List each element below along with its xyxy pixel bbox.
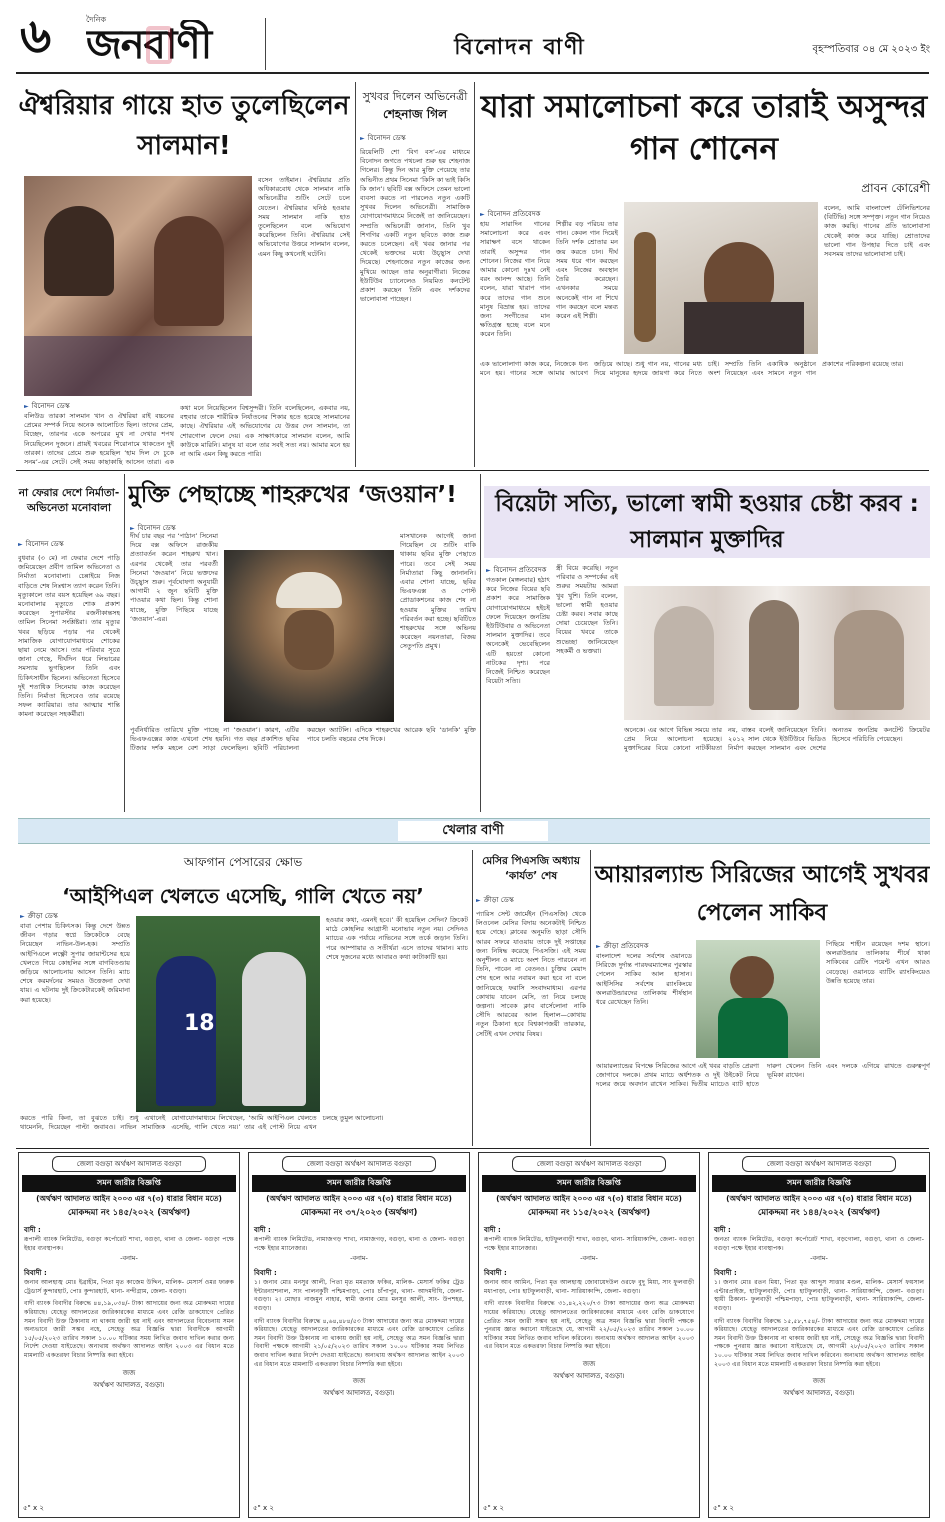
body-lower-right: কথা মনে নিয়েছিলেন বিশ্বসুন্দরী। তিনি বলেছিলেন, একবার নয়, বহুবার তাকে শারীরিক নির্যাতনের শিকার হতে হয়েছে সালমানের কাছে। ঐশ্বরিয়ার এই অভিযোগের যে উত্তর দেন সালমান, তা শোরগোল ফেলে দেয়। এক সাক্ষাৎকারে সালমান বলেন, আমি কাউকে মারিনি। মানুষ যা বলে তার সবই সত্য নয়। আমার মনে হয় না আমি এমন কিছু করতে পারি। — [180, 404, 350, 459]
story-aishwarya — [18, 82, 350, 467]
notice-body: বাদী ব্যাংক বিবাদীর বিরুদ্ধে ৪৪,১৯,০৩৪/- টাকা আদায়ের জন্য অত্র মোকদ্দমা দায়ের করিয়াছে। যেহেতু আদালতের জারিকারকের মাধ্যমে এবং রেজি ডাকযোগে প্রেরিত সমন বিবাদী উক্ত ঠিকানায় না থাকায় জারী হয় নাই এবং আদালতের বিবেচনায় সমন অন্যভাবে জারী সম্ভব নহে, সেহেতু অত্র বিজ্ঞপ্তি দ্বারা বিবাদীকে আগামী ১৫/০৫/২০২৩ তারিখ সকাল ১০.০০ ঘটিকার সময় লিখিত জবাব দাখিল করার জন্য নির্দেশ দেওয়া যাইতেছে। অন্যথায় অর্থঋণ আদালত আইন ২০০৩ এর বিধান মতে মামলাটি একতরফা বিচার নিষ্পত্তি করা হইবে। — [24, 1300, 234, 1359]
story-naveen — [18, 850, 468, 1146]
plaintiff-label: বাদী : — [714, 1226, 731, 1234]
defendant-label: বিবাদী : — [254, 1269, 277, 1278]
ad-size: ৫" x ২ — [713, 1504, 734, 1512]
byline: ► বিনোদন ডেস্ক — [130, 522, 176, 534]
byline: ► বিনোদন ডেস্ক — [360, 132, 470, 144]
photo-singer — [624, 202, 818, 354]
byline: ► বিনোদন প্রতিবেদক — [480, 208, 540, 220]
versus: -বনাম- — [580, 1254, 598, 1263]
story-salman-muktadir — [484, 486, 930, 812]
defendant-label: বিবাদী : — [714, 1269, 737, 1278]
headline: ‘আইপিএল খেলতে এসেছি, গালি খেতে নয়’ — [62, 884, 424, 908]
notice-court: জেলা বগুড়া অর্থঋণ আদালত বগুড়া — [512, 1156, 666, 1172]
defendant: ১। জনাব মোঃ মনসুর আলী, পিতা মৃত মমতাজ ফকির, মালিক- মেসার্স ফকির ট্রেড ইন্টারন্যাশনাল, সাং পালনকুটী পশ্চিমপাড়া, পোঃ চাঁপাপুর, থানা- আদমদীঘি, জেলা- বগুড়া। ২। মোছাঃ নাজমুন নাহার, স্বামী জনাব মোঃ মনসুর আলী, সাং- উপশহর, বগুড়া। — [254, 1279, 464, 1312]
notice-court: জেলা বগুড়া অর্থঋণ আদালত বগুড়া — [52, 1156, 206, 1172]
photo-kohli-naveen: 18 — [136, 916, 320, 1112]
ad-size: ৫" x ২ — [253, 1504, 274, 1512]
byline: ► বিনোদন ডেস্ক — [18, 538, 120, 550]
byline: ► ক্রীড়া ডেস্ক — [476, 894, 586, 906]
versus: -বনাম- — [810, 1254, 828, 1263]
versus: -বনাম- — [350, 1254, 368, 1263]
judge: জজ — [122, 1368, 136, 1377]
notice-case: মোকদ্দমা নং ১৪৪/২০২২ (অর্থঋণ) — [757, 1208, 881, 1218]
notice-law: (অর্থঋণ আদালত আইন ২০০৩ এর ৭(৩) ধারার বিধান মতে) — [266, 1194, 452, 1203]
sports-banner-title: খেলার বাণী — [398, 821, 548, 841]
notice-case: মোকদ্দমা নং ১১৫/২০২২ (অর্থঋণ) — [527, 1208, 651, 1218]
defendant: জনাব আব আমিন, পিতা মৃত আলহাজ্ব জোবায়েদউল ওরফে বুদু মিয়া, সাং ফুলবাড়ী মধ্যপাড়া, পোঃ হাটফুলবাড়ী, থানা- সারিয়াকান্দি, জেলা- বগুড়া। — [484, 1279, 694, 1295]
body-bottom: করতে পারি কিনা, তা বুঝতে চাই। শুধু এখানেই থামেননি, দিয়েছেন পাল্টা জবাবও। নাভিন সামাজিক যোগাযোগমাধ্যমে লিখেছেন, ‘আমি আইপিএল খেলতে এসেছি, গালি খেতে নয়।’ তার এই পোস্ট নিয়ে এখন চলছে তুমুল আলোচনা। — [20, 1114, 384, 1132]
legal-notice-4 — [708, 1152, 930, 1518]
body-col2: হওয়ার কথা, এমনই হবে।’ কী হয়েছিল সেদিন? ক্রিকেট মাঠে কোহলির আগ্রাসী মনোভাব নতুন নয়। সেদিনও ম্যাচের এক পর্যায়ে নাভিনের সঙ্গে তর্কে জড়ান তিনি। পরে আম্পায়ার ও সতীর্থরা এসে তাদের থামান। ম্যাচ শেষে দুজনের মধ্যে আবারও কথা কাটাকাটি হয়। — [326, 916, 468, 961]
masthead — [0, 0, 945, 80]
author-name: প্রাবন কোরেশী — [861, 181, 930, 195]
defendant: জনাব আলহাজ্ব মোঃ ইব্রাহীম, পিতা মৃত কাজেম উদ্দিন, মালিক- মেসার্স ওমর ফারুক ট্রেডার্স কুন্দারহাট, পোঃ কুন্দারহাট, থানা- নন্দীগ্রাম, জেলা- বগুড়া। — [24, 1279, 234, 1295]
byline: ► বিনোদন ডেস্ক — [24, 400, 70, 412]
body-right: বসেন তাইমান। ঐশ্বরিয়ার প্রতি অধিকারবোধ থেকে সালমান নাকি অভিনেত্রীর শুটিং সেটে চলে যেতেন। ঐশ্বরিয়ার ঘনিষ্ঠ হওয়ার সময় সালমান নাকি হাত তুলেছিলেন বলে অভিযোগ করেছিলেন তিনি। ঐশ্বরিয়ার সেই অভিযোগের উত্তরে সালমান বলেন, এমন কিছু কখনোই ঘটেনি। — [258, 176, 350, 258]
plaintiff: রূপালী ব্যাংক লিমিটেড, বগুড়া কর্পোরেট শাখা, বগুড়া, থানা ও জেলা- বগুড়া পক্ষে ইহার ব্যবস্থাপক। — [24, 1236, 234, 1252]
body-col1: হায় সারাদিন গানের সমালোচনা করে এবং সারাক্ষণ বসে থাকেন তারাই অসুন্দর গান শোনেন। নিজের গান নিয়ে আমার কোনো দুঃখ নেই বরং আনন্দ আছে। তিনি বলেন, যারা খারাপ গান করে তাদের গান শুনে মানুষ বিভ্রান্ত হয়। তাদের জন্য সংগীতের মান ক্ষতিগ্রস্ত হচ্ছে বলে মনে করেন তিনি। — [480, 220, 550, 339]
logo-red-mark — [146, 26, 172, 64]
court-sign: অর্থঋণ আদালত, বগুড়া। — [93, 1380, 165, 1389]
plaintiff: জনতা ব্যাংক লিমিটেড, বগুড়া কর্পোরেট শাখা, বড়গোলা, বগুড়া, থানা ও জেলা- বগুড়া পক্ষে ইহার ব্যবস্থাপক। — [714, 1236, 924, 1252]
photo-shahrukh-jawan — [224, 550, 394, 722]
notice-title: সমন জারীর বিজ্ঞপ্তি — [712, 1175, 926, 1192]
plaintiff: রূপালী ব্যাংক লিমিটেড, হাটফুলবাড়ী শাখা, বগুড়া, থানা- সারিয়াকান্দি, জেলা- বগুড়া পক্ষে ইহার ম্যানেজার। — [484, 1236, 694, 1252]
body-col1: বাংলাদেশ দলের সর্বশেষ ওয়ানডে সিরিজে দুর্দান্ত পারফরম্যান্সের পুরস্কার পেলেন সাকিব আল হাসান। আইসিসির সর্বশেষ র‌্যাংকিংয়ে অলরাউন্ডারদের তালিকায় শীর্ষস্থান ধরে রেখেছেন তিনি। — [596, 952, 692, 1007]
notice-law: (অর্থঋণ আদালত আইন ২০০৩ এর ৭(৩) ধারার বিধান মতে) — [36, 1194, 222, 1203]
story-shehnaaz — [360, 82, 470, 467]
body-bottom: আয়ারল্যান্ডের বিপক্ষে সিরিজের আগে এই খবর বাড়তি প্রেরণা জোগাবে দলকে। প্রথম ম্যাচে অর্ধশতক ও দুই উইকেট নিয়ে দলের জয়ে অবদান রাখেন সাকিব। দ্বিতীয় ম্যাচেও ব্যাট হাতে দারুণ খেলেন তিনি এবং দলকে এগিয়ে রাখতে গুরুত্বপূর্ণ ভূমিকা রাখেন। — [596, 1062, 930, 1089]
headline: ঐশ্বরিয়ার গায়ে হাত তুলেছিলেন সালমান! — [18, 91, 350, 161]
notice-body: বাদী ব্যাংক বিবাদীর বিরুদ্ধে ৪,৬৪,৪৮৪/৫৩ টাকা আদায়ের জন্য অত্র মোকদ্দমা দায়ের করিয়াছে। যেহেতু আদালতের জারিকারকের মাধ্যমে এবং রেজি ডাকযোগে প্রেরিত সমন বিবাদী উক্ত ঠিকানায় না থাকায় জারী হয় নাই, সেহেতু অত্র সমন বিজ্ঞপ্তি দ্বারা বিবাদী পক্ষকে আগামী ২১/০৫/২০২৩ তারিখ সকাল ১০.০০ ঘটিকার সময় লিখিত জবাব দাখিল করার নির্দেশ দেওয়া যাইতেছে। অন্যথায় অর্থঋণ আদালত আইন ২০০৩ এর বিধান মতে মামলাটি একতরফা বিচার নিষ্পত্তি করা হইবে। — [254, 1317, 464, 1368]
versus: -বনাম- — [120, 1254, 138, 1263]
story-messi — [476, 850, 586, 1146]
body-bottom: পুর্বনির্ধারিত তারিখে মুক্তি পাচ্ছে না ‘জওয়ান’। কারণ, এটির ভিএফএক্সের কাজ এখনো শেষ হয়নি। গত বছর প্রকাশিত ছবির টিজার দর্শক মহলে বেশ সাড়া ফেলেছিল। ছবিটি পরিচালনা করছেন অ্যাটলি। এদিকে শাহরুখের আরেক ছবি ‘ডানকি’ মুক্তি পাবে চলতি বছরের শেষ দিকে। — [130, 726, 476, 753]
page-number: ৬ — [20, 8, 52, 64]
plaintiff-label: বাদী : — [24, 1226, 41, 1234]
kicker: আফগান পেসারের ক্ষোভ — [183, 855, 303, 869]
headline: আয়ারল্যান্ড সিরিজের আগেই সুখবর পেলেন সাকিব — [594, 862, 930, 926]
ad-size: ৫" x ২ — [483, 1504, 504, 1512]
defendant-label: বিবাদী : — [484, 1269, 507, 1278]
court-sign: অর্থঋণ আদালত, বগুড়া। — [553, 1371, 625, 1380]
sports-banner-bar — [18, 818, 930, 844]
body-col3: বলেন, আমি বাংলাদেশ টেলিভিশনের (বিটিভি) সঙ্গে সম্পৃক্ত। নতুন গান নিয়েও কাজ করছি। গানের প্রতি ভালোবাসা থেকেই কাজ করে যাচ্ছি। শ্রোতাদের ভালো গান উপহার দিতে চাই এবং সবসময় তাদের ভালোবাসা চাই। — [824, 204, 930, 259]
byline: ► ক্রীড়া প্রতিবেদক — [596, 940, 649, 952]
logo-text: জনবাণী — [86, 22, 212, 68]
body-col1: গতকাল (মঙ্গলবার) হঠাৎ করে নিজের বিয়ের ছবি প্রকাশ করে সামাজিক যোগাযোগমাধ্যমে হইচই ফেলে দিয়েছেন জনপ্রিয় ইউটিউবার ও অভিনেতা সালমান মুক্তাদির। তবে অনেকেই ভেবেছিলেন এটি হয়তো কোনো নাটকের দৃশ্য। পরে নিজেই নিশ্চিত করেছেন বিয়েটা সত্যি। — [486, 576, 550, 686]
body-col2: পিছিয়ে শাহীন রয়েছেন দশম স্থানে। অলরাউন্ডার তালিকায় শীর্ষে থাকা সাকিবের রেটিং পয়েন্ট এখন আরও বেড়েছে। ওয়ানডে ব্যাটিং র‌্যাংকিংয়েও উন্নতি হয়েছে তার। — [826, 940, 930, 985]
body-col1: দীর্ঘ চার বছর পর ‘পাঠান’ সিনেমা দিয়ে বক্স অফিসে রাজকীয় প্রত্যাবর্তন করেন শাহরুখ খান। এরপর থেকেই তার পরবর্তী সিনেমা ‘জওয়ান’ নিয়ে ভক্তদের উচ্ছ্বাস শুরু। পূর্বঘোষণা অনুযায়ী আগামী ২ জুন ছবিটি মুক্তি পাওয়ার কথা ছিল। কিন্তু শোনা যাচ্ছে, মুক্তি পিছিয়ে যাচ্ছে ‘জওয়ান’-এর। — [130, 532, 218, 623]
plaintiff-label: বাদী : — [484, 1226, 501, 1234]
body: বুধবার (৩ মে) না ফেরার দেশে পাড়ি জমিয়েছেন প্রবীণ তামিল অভিনেতা ও নির্মাতা মনোবালা। চেন্নাইয়ে নিজ বাড়িতে শেষ নিঃশ্বাস ত্যাগ করেন তিনি। মৃত্যুকালে তার বয়স হয়েছিল ৬৯ বছর। মনোবালার মৃত্যুতে শোক প্রকাশ করেছেন সুপারস্টার রজনীকান্তসহ তামিল সিনেমা সংশ্লিষ্টরা। তার মৃত্যুর খবর ছড়িয়ে পড়ার পর থেকেই সামাজিক যোগাযোগমাধ্যমে শোকের ছায়া নেমে আসে। তার পরিবার সূত্রে জানা গেছে, দীর্ঘদিন ধরে লিভারের সমস্যায় ভুগছিলেন তিনি এবং চিকিৎসাধীন ছিলেন। অভিনেতা হিসেবে দুই শতাধিক সিনেমায় কাজ করেছেন তিনি। নির্মাতা হিসেবেও তার রয়েছে সফল ক্যারিয়ার। তার আত্মার শান্তি কামনা করেছেন সহকর্মীরা। — [18, 554, 120, 719]
judge: জজ — [352, 1377, 366, 1386]
notice-court: জেলা বগুড়া অর্থঋণ আদালত বগুড়া — [282, 1156, 436, 1172]
defendant: ১। জনাব মোঃ রতন মিয়া, পিতা মৃত আব্দুস সাত্তার মণ্ডল, মালিক- মেসার্স ফয়সাল এন্টারপ্রাইজ, হাটফুলবাড়ী, পোঃ হাটফুলবাড়ী, থানা- সারিয়াকান্দি, জেলা- বগুড়া। স্থায়ী ঠিকানা- ফুলবাড়ী পশ্চিমপাড়া, পোঃ হাটফুলবাড়ী, থানা- সারিয়াকান্দি, জেলা- বগুড়া। — [714, 1279, 924, 1312]
notice-body: বাদী ব্যাংক বিবাদীর বিরুদ্ধে ১৫,৫৮,৭৫৪/- টাকা আদায়ের জন্য অত্র মোকদ্দমা দায়ের করিয়াছে। যেহেতু আদালতের জারিকারকের মাধ্যমে এবং রেজি ডাকযোগে প্রেরিত সমন বিবাদী উক্ত ঠিকানায় না থাকায় জারী হয় নাই, সেহেতু অত্র বিজ্ঞপ্তি দ্বারা বিবাদী পক্ষকে পুনরায় জ্ঞাত করানো যাইতেছে যে, আগামী ২৮/০৫/২০২৩ তারিখ সকাল ১০.০০ ঘটিকার সময় লিখিত জবাব দাখিল করিবেন। অন্যথায় অর্থঋণ আদালত আইন ২০০৩ এর বিধান মতে মামলাটি একতরফা বিচার নিষ্পত্তি করা হইবে। — [714, 1317, 924, 1368]
story-jawan — [128, 474, 476, 812]
judge: জজ — [812, 1377, 826, 1386]
body-col1: বাবা পেশায় চিকিৎসক। কিন্তু দেশে উন্নত জীবন গড়ার স্বপ্নে ক্রিকেটকে বেছে নিয়েছেন নাভিন-উল-হক। সম্প্রতি আইপিএলে লক্ষ্ণৌ সুপার জায়ান্টসের হয়ে খেলতে গিয়ে কোহলির সঙ্গে বাগবিতণ্ডায় জড়িয়ে আলোচনায় আসেন তিনি। ম্যাচ শেষে করমর্দনের সময়ও উত্তেজনা দেখা যায়। এ ঘটনায় দুই ক্রিকেটারকেই জরিমানা করা হয়েছে। — [20, 922, 130, 1004]
body: রিয়েলিটি শো ‘বিগ বস’-এর মাধ্যমে বিনোদন জগতে পথচলা শুরু হয় শেহনাজ গিলের। কিন্তু দিন আর মুক্তি পেয়েছে তার অভিনীত প্রথম সিনেমা ‘কিসি কা ভাই কিসি কি জান’। ছবিটি বক্স অফিসে তেমন ভালো ব্যবসা করতে না পারলেও নতুন একটি সুখবর দিলেন অভিনেত্রী। সামাজিক যোগাযোগমাধ্যমে নিজেই তা জানিয়েছেন। সম্প্রতি অভিনেত্রী জানান, তিনি খুব শিগগির একটি নতুন ছবিতে কাজ শুরু করতে চলেছেন। এই খবর জানার পর থেকেই ভক্তদের মধ্যে উচ্ছ্বাস দেখা দিয়েছে। শেহনাজের নতুন কাজের জন্য মুখিয়ে আছেন তার অনুরাগীরা। নিজের ইউটিউব চ্যানেলেও নিয়মিত কনটেন্ট প্রকাশ করছেন তিনি এবং দর্শকদের ভালোবাসা পাচ্ছেন। — [360, 148, 470, 304]
body-bottom: অনেকে। এর আগে বিভিন্ন সময়ে তার প্রেম নিয়ে আলোচনা হয়েছে। মুক্তাদিরের বিয়ে কোনো নাটকীয়তা নয়, বাস্তব বলেই জানিয়েছেন তিনি। ২০১২ সাল থেকে ইউটিউবে ভিডিও নির্মাণ করছেন সালমান এবং দেশের অন্যতম জনপ্রিয় কনটেন্ট ক্রিয়েটর হিসেবে পরিচিতি পেয়েছেন। — [624, 726, 930, 753]
body: প্যারিস সেন্ট জার্মেইন (পিএসজি) থেকে লিওনেল মেসির বিদায় অনেকটাই নিশ্চিত হয়ে গেছে। ক্লাবের অনুমতি ছাড়া সৌদি আরব সফরে যাওয়ায় তাকে দুই সপ্তাহের জন্য নিষিদ্ধ করেছে পিএসজি। এই সময় অনুশীলন ও ম্যাচে অংশ নিতে পারবেন না তিনি, পাবেন না বেতনও। চুক্তির মেয়াদ শেষ হলে আর নবায়ন করা হবে না বলে জানিয়েছে ফরাসি সংবাদমাধ্যম। এরপর কোথায় যাবেন মেসি, তা নিয়ে চলছে জল্পনা। সাবেক ক্লাব বার্সেলোনা নাকি সৌদি আরবের আল হিলাল—কোথায় নতুন ঠিকানা হবে বিশ্বকাপজয়ী তারকার, সেটিই এখন দেখার বিষয়। — [476, 910, 586, 1038]
notice-case: মোকদ্দমা নং ১৪৫/২০২২ (অর্থঋণ) — [67, 1208, 191, 1218]
legal-notice-3 — [478, 1152, 700, 1518]
photo-shakib — [696, 940, 820, 1058]
notice-body: বাদী ব্যাংক বিবাদীর বিরুদ্ধে ৩১,৪২,২২০/৭৩ টাকা আদায়ের জন্য অত্র মোকদ্দমা দায়ের করিয়াছে। যেহেতু আদালতের জারিকারকের মাধ্যমে এবং রেজি ডাকযোগে প্রেরিত সমন জারী সম্ভব হয় নাই, সেহেতু অত্র সমন বিজ্ঞপ্তি দ্বারা বিবাদী পক্ষকে পুনরায় জ্ঞাত করানো যাইতেছে যে, আগামী ২২/০৫/২০২৩ তারিখ সকাল ১০.০০ ঘটিকার সময় লিখিত জবাব দাখিল করিবেন। অন্যথায় অর্থঋণ আদালত আইন ২০০৩ এর বিধান মতে একতরফা বিচার নিষ্পত্তি করা হইবে। — [484, 1300, 694, 1351]
headline: বিয়েটা সত্যি, ভালো স্বামী হওয়ার চেষ্টা করব : সালমান মুক্তাদির — [484, 486, 930, 558]
headline: মুক্তি পেছাচ্ছে শাহরুখের ‘জওয়ান’! — [128, 482, 457, 508]
headline: যারা সমালোচনা করে তারাই অসুন্দর গান শোনেন — [480, 89, 928, 167]
body-lower-left: বলিউড তারকা সালমান খান ও ঐশ্বরিয়া রাই বচ্চনের প্রেমের সম্পর্ক নিয়ে অনেক আলোচিত ছিল। তাদের প্রেম, বিচ্ছেদ, তারপর একে অপরের মুখ না দেখার শপথ নিয়েছিলেন দুজনে। প্রায়ই খবরের শিরোনামে থাকতেন দুই তারকা। তাদের প্রেমে শুরু হয়েছিল ‘হাম দিল দে চুকে সনম’-এর সেটে। সেই সময় কাছাকাছি আসেন তারা। এক — [24, 412, 174, 467]
legal-notice-2 — [248, 1152, 470, 1518]
byline: ► বিনোদন প্রতিবেদক — [486, 564, 546, 576]
notice-law: (অর্থঋণ আদালত আইন ২০০৩ এর ৭(৩) ধারার বিধান মতে) — [726, 1194, 912, 1203]
notice-title: সমন জারীর বিজ্ঞপ্তি — [22, 1175, 236, 1192]
section-title: বিনোদন বাণী — [454, 35, 586, 60]
logo — [86, 20, 262, 70]
plaintiff: রূপালী ব্যাংক লিমিটেড, নামাজগড় শাখা, নামাজগড়, বগুড়া, থানা ও জেলা- বগুড়া পক্ষে ইহার ম্যানেজার। — [254, 1236, 464, 1252]
shehnaaz-name: শেহনাজ গিল — [382, 107, 448, 121]
photo-salman-aishwarya — [24, 176, 252, 396]
plaintiff-label: বাদী : — [254, 1226, 271, 1234]
defendant-label: বিবাদী : — [24, 1269, 47, 1278]
headline: না ফেরার দেশে নির্মাতা-অভিনেতা মনোবালা — [18, 487, 120, 514]
notice-title: সমন জারীর বিজ্ঞপ্তি — [252, 1175, 466, 1192]
notice-case: মোকদ্দমা নং ৩৭/২০২৩ (অর্থঋণ) — [300, 1208, 418, 1218]
notice-title: সমন জারীর বিজ্ঞপ্তি — [482, 1175, 696, 1192]
court-sign: অর্থঋণ আদালত, বগুড়া। — [783, 1389, 855, 1398]
body-bottom: এক ভালোলাগা কাজ করে, নিজেকে ধন্য মনে হয়। গানের সঙ্গে আমার আবেগ জড়িয়ে আছে। শুধু গান নয়, গানের মধ্য দিয়ে মানুষের হৃদয়ে জায়গা করে নিতে চাই। সম্প্রতি তিনি একাধিক অনুষ্ঠানে অংশ নিয়েছেন এবং সামনে নতুন গান প্রকাশের পরিকল্পনা রয়েছে তার। — [480, 360, 904, 378]
photo-wedding — [624, 586, 930, 720]
story-critics — [478, 82, 930, 467]
story-manobala — [18, 474, 120, 812]
notice-court: জেলা বগুড়া অর্থঋণ আদালত বগুড়া — [742, 1156, 896, 1172]
body-col2: মাসখানেক আগেই জানা গিয়েছিল যে শুটিং বাকি থাকায় ছবির মুক্তি পেছাতে পারে। তবে সেই সময় নির্মাতারা কিছু জানাননি। এবার শোনা যাচ্ছে, ছবির ভিএফএক্স ও পোস্ট প্রোডাকশনের কাজ শেষ না হওয়ায় মুক্তির তারিখ পরিবর্তন করা হচ্ছে। ছবিটিতে শাহরুখের সঙ্গে অভিনয় করেছেন নয়নতারা, বিজয় সেতুপতি প্রমুখ। — [400, 532, 476, 651]
body-col2: স্ত্রী বিয়ে করেছি। নতুন পরিবার ও সম্পর্কের এই শুরুর সময়টায় আমরা খুব খুশি। তিনি বলেন, ভালো স্বামী হওয়ার চেষ্টা করব। সবার কাছে দোয়া চেয়েছেন তিনি। বিয়ের খবরে তাকে শুভেচ্ছা জানিয়েছেন সহকর্মী ও ভক্তরা। — [556, 564, 618, 655]
masthead-tag: দৈনিক — [86, 15, 107, 24]
body-col2: শিল্পীর বড় পরিচয় তার গান। কেবল গান দিয়েই তিনি দর্শক শ্রোতার মন জয় করতে চান। দীর্ঘ সময় ধরে গান করছেন এবং নিজের অবস্থান তৈরি করেছেন। এখনকার সময়ে অনেকেই গান না শিখে গান করছেন বলে মন্তব্য করেন এই শিল্পী। — [556, 220, 618, 321]
story-shakib — [594, 850, 930, 1146]
notice-law: (অর্থঋণ আদালত আইন ২০০৩ এর ৭(৩) ধারার বিধান মতে) — [496, 1194, 682, 1203]
legal-notice-1 — [18, 1152, 240, 1518]
kicker: সুখবর দিলেন অভিনেত্রী — [362, 90, 468, 103]
ad-size: ৫" x ২ — [23, 1504, 44, 1512]
headline: মেসির পিএসজি অধ্যায় ‘কার্যত’ শেষ — [482, 855, 580, 882]
byline: ► ক্রীড়া ডেস্ক — [20, 910, 58, 922]
judge: জজ — [582, 1359, 596, 1368]
masthead-rule — [16, 72, 929, 74]
issue-date: বৃহস্পতিবার ০৪ মে ২০২৩ ইং — [812, 44, 930, 55]
court-sign: অর্থঋণ আদালত, বগুড়া। — [323, 1389, 395, 1398]
